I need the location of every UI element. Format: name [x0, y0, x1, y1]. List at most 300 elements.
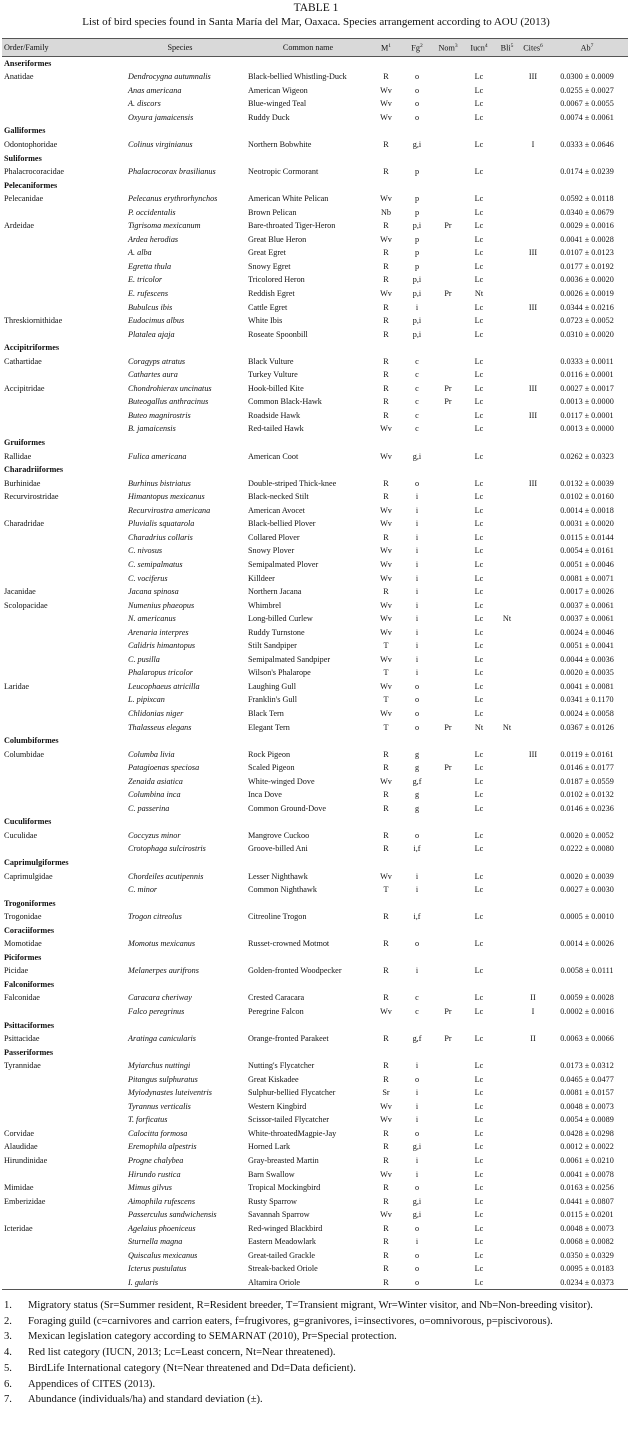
- iucn-cell: Lc: [474, 302, 484, 312]
- iucn-cell: Lc: [474, 708, 484, 718]
- cites-cell: [520, 1059, 546, 1073]
- species-cell: Pelecanus erythrorhynchos: [128, 194, 218, 204]
- abundance-cell: 0.0310 ± 0.0020: [560, 329, 614, 339]
- species-cell: Ardea herodias: [128, 234, 179, 244]
- foraging-cell: i: [415, 1101, 419, 1111]
- birdlife-cell: [494, 205, 520, 219]
- migratory-cell: R: [383, 316, 389, 326]
- iucn-cell: Lc: [474, 329, 484, 339]
- iucn-cell: Lc: [474, 993, 484, 1003]
- order-name: Galliformes: [4, 126, 46, 136]
- abundance-cell: 0.0036 ± 0.0020: [560, 275, 614, 285]
- iucn-cell: Lc: [474, 790, 484, 800]
- species-cell: C. passerina: [128, 803, 170, 813]
- family-cell: Anatidae: [4, 72, 34, 82]
- common-name-cell: Wilson's Phalarope: [248, 668, 311, 678]
- table-row: [2, 707, 628, 721]
- cites-cell: [520, 571, 546, 585]
- species-cell: Pitangus sulphuratus: [128, 1074, 198, 1084]
- iucn-cell: Lc: [474, 1061, 484, 1071]
- migratory-cell: Wv: [380, 559, 392, 569]
- common-name-cell: White-winged Dove: [248, 776, 315, 786]
- footnote-number: 5.: [4, 1362, 12, 1374]
- birdlife-cell: [494, 558, 520, 572]
- migratory-cell: R: [383, 763, 389, 773]
- abundance-cell: 0.0187 ± 0.0559: [560, 776, 614, 786]
- table-row: [2, 205, 628, 219]
- iucn-cell: Lc: [474, 248, 484, 258]
- cites-cell: III: [528, 302, 538, 312]
- species-cell: Columbina inca: [128, 790, 181, 800]
- order-row: [2, 978, 628, 992]
- abundance-cell: 0.0014 ± 0.0026: [560, 939, 614, 949]
- species-cell: C. semipalmatus: [128, 559, 183, 569]
- species-cell: C. pusilla: [128, 654, 160, 664]
- footnote-number: 7.: [4, 1394, 12, 1406]
- foraging-cell: o: [414, 1183, 420, 1193]
- nom-cell: [432, 680, 464, 694]
- birdlife-cell: [494, 1208, 520, 1222]
- iucn-cell: Lc: [474, 1088, 484, 1098]
- birdlife-cell: [494, 707, 520, 721]
- migratory-cell: Nb: [380, 207, 391, 217]
- foraging-cell: o: [414, 1128, 420, 1138]
- family-cell: Rallidae: [4, 451, 32, 461]
- species-cell: Oxyura jamaicensis: [128, 112, 194, 122]
- abundance-cell: 0.0068 ± 0.0082: [560, 1237, 614, 1247]
- foraging-cell: p: [414, 248, 420, 258]
- birdlife-cell: [494, 761, 520, 775]
- nom-cell: [432, 693, 464, 707]
- foraging-cell: g,i: [412, 1196, 422, 1206]
- birdlife-cell: [494, 598, 520, 612]
- migratory-cell: R: [383, 790, 389, 800]
- abundance-cell: 0.0017 ± 0.0026: [560, 587, 614, 597]
- foraging-cell: g: [414, 749, 420, 759]
- order-row: [2, 896, 628, 910]
- cites-cell: [520, 165, 546, 179]
- common-name-cell: Peregrine Falcon: [248, 1007, 304, 1016]
- cites-cell: [520, 869, 546, 883]
- species-cell: Icterus pustulatus: [128, 1264, 187, 1274]
- migratory-cell: T: [383, 641, 389, 651]
- nom-cell: [432, 598, 464, 612]
- cites-cell: III: [528, 410, 538, 420]
- iucn-cell: Lc: [474, 85, 484, 95]
- species-cell: A. alba: [128, 248, 152, 258]
- birdlife-cell: [494, 653, 520, 667]
- abundance-cell: 0.0146 ± 0.0177: [560, 763, 614, 773]
- nom-cell: [432, 802, 464, 816]
- common-name-cell: Ruddy Duck: [248, 112, 290, 122]
- species-cell: Hirundo rustica: [128, 1169, 181, 1179]
- family-cell: [2, 788, 114, 802]
- family-cell: Cathartidae: [4, 356, 42, 366]
- iucn-cell: Lc: [474, 600, 484, 610]
- family-cell: Scolopacidae: [4, 600, 48, 610]
- abundance-cell: 0.0255 ± 0.0027: [560, 85, 614, 95]
- cites-cell: [520, 1086, 546, 1100]
- nom-cell: [432, 991, 464, 1005]
- family-cell: [2, 571, 114, 585]
- foraging-cell: i: [415, 654, 419, 664]
- abundance-cell: 0.0115 ± 0.0144: [560, 532, 614, 542]
- nom-cell: [432, 571, 464, 585]
- nom-cell: [432, 354, 464, 368]
- nom-cell: [432, 1086, 464, 1100]
- iucn-cell: Lc: [474, 763, 484, 773]
- family-cell: Accipitridae: [4, 383, 45, 393]
- foraging-cell: i: [415, 966, 419, 976]
- cites-cell: [520, 1113, 546, 1127]
- family-cell: [2, 720, 114, 734]
- common-name-cell: Mangrove Cuckoo: [248, 830, 310, 840]
- family-cell: Caprimulgidae: [4, 871, 53, 881]
- common-name-cell: Laughing Gull: [248, 681, 296, 691]
- common-name-cell: Barn Swallow: [248, 1169, 295, 1179]
- common-name-cell: Lesser Nighthawk: [248, 871, 308, 881]
- common-name-cell: American Coot: [248, 451, 299, 461]
- table-row: [2, 1221, 628, 1235]
- table-row: [2, 1072, 628, 1086]
- iucn-cell: Lc: [474, 939, 484, 949]
- species-table: [2, 38, 628, 1290]
- species-cell: Mimus gilvus: [128, 1183, 172, 1193]
- order-name: Caprimulgiformes: [4, 857, 69, 867]
- foraging-cell: o: [414, 939, 420, 949]
- common-name-cell: Killdeer: [248, 573, 275, 583]
- abundance-cell: 0.0067 ± 0.0055: [560, 99, 614, 109]
- family-cell: [2, 233, 114, 247]
- common-name-cell: Neotropic Cormorant: [248, 167, 319, 177]
- cites-cell: [520, 84, 546, 98]
- iucn-cell: Lc: [474, 207, 484, 217]
- species-cell: Pluvialis squatarola: [128, 519, 195, 529]
- species-cell: Chlidonias niger: [128, 708, 184, 718]
- cites-cell: [520, 1208, 546, 1222]
- common-name-cell: Roseate Spoonbill: [248, 329, 308, 339]
- nom-cell: [432, 774, 464, 788]
- family-cell: [2, 1167, 114, 1181]
- cites-cell: [520, 585, 546, 599]
- nom-cell: [432, 517, 464, 531]
- cites-cell: [520, 761, 546, 775]
- footnote-number: 4.: [4, 1347, 12, 1359]
- cites-cell: [520, 693, 546, 707]
- foraging-cell: o: [414, 478, 420, 488]
- family-cell: Columbidae: [4, 749, 45, 759]
- table-row: [2, 314, 628, 328]
- iucn-cell: Lc: [474, 1183, 484, 1193]
- cites-cell: [520, 273, 546, 287]
- common-name-cell: Rock Pigeon: [248, 749, 291, 759]
- table-row: [2, 70, 628, 84]
- iucn-cell: Lc: [474, 1101, 484, 1111]
- birdlife-cell: [494, 1262, 520, 1276]
- table-row: [2, 639, 628, 653]
- family-cell: [2, 273, 114, 287]
- species-cell: A. discors: [128, 99, 161, 109]
- species-cell: C. nivosus: [128, 546, 163, 556]
- table-row: [2, 1249, 628, 1263]
- common-name-cell: Crested Caracara: [248, 993, 305, 1003]
- common-name-cell: Long-billed Curlew: [248, 614, 313, 624]
- common-name-cell: Red-tailed Hawk: [248, 424, 304, 434]
- migratory-cell: R: [383, 1250, 389, 1260]
- birdlife-cell: [494, 693, 520, 707]
- birdlife-cell: [494, 1140, 520, 1154]
- family-cell: [2, 842, 114, 856]
- migratory-cell: Wv: [380, 573, 392, 583]
- family-cell: [2, 612, 114, 626]
- common-name-cell: Russet-crowned Motmot: [248, 939, 330, 949]
- iucn-cell: Lc: [474, 261, 484, 271]
- species-cell: Momotus mexicanus: [128, 939, 196, 949]
- birdlife-cell: [494, 327, 520, 341]
- nom-cell: [432, 327, 464, 341]
- migratory-cell: R: [383, 803, 389, 813]
- foraging-cell: o: [414, 722, 420, 732]
- abundance-cell: 0.0041 ± 0.0078: [560, 1169, 614, 1179]
- nom-cell: [432, 1208, 464, 1222]
- footnote-item: [2, 1298, 628, 1314]
- cites-cell: [520, 422, 546, 436]
- common-name-cell: Hook-billed Kite: [248, 383, 304, 393]
- migratory-cell: R: [383, 302, 389, 312]
- species-cell: N. americanus: [128, 614, 176, 624]
- nom-cell: [432, 449, 464, 463]
- common-name-cell: American Wigeon: [248, 85, 308, 95]
- common-name-cell: Golden-fronted Woodpecker: [248, 966, 342, 976]
- nom-cell: [432, 504, 464, 518]
- family-cell: [2, 802, 114, 816]
- iucn-cell: Lc: [474, 654, 484, 664]
- table-row: [2, 395, 628, 409]
- iucn-cell: Lc: [474, 519, 484, 529]
- nom-cell: [432, 1167, 464, 1181]
- nom-cell: [432, 273, 464, 287]
- abundance-cell: 0.0146 ± 0.0236: [560, 803, 614, 813]
- family-cell: [2, 111, 114, 125]
- birdlife-cell: [494, 1005, 520, 1019]
- common-name-cell: Great-tailed Grackle: [248, 1250, 316, 1260]
- common-name-cell: White-throatedMagpie-Jay: [248, 1128, 337, 1138]
- common-name-cell: Snowy Plover: [248, 546, 295, 556]
- nom-cell: [432, 1181, 464, 1195]
- family-cell: [2, 368, 114, 382]
- birdlife-cell: [494, 1276, 520, 1290]
- nom-cell: [432, 625, 464, 639]
- family-cell: [2, 1262, 114, 1276]
- cites-cell: [520, 625, 546, 639]
- abundance-cell: 0.0107 ± 0.0123: [560, 248, 614, 258]
- common-name-cell: Roadside Hawk: [248, 410, 301, 420]
- common-name-cell: Ruddy Turnstone: [248, 627, 305, 637]
- table-row: [2, 693, 628, 707]
- family-cell: [2, 761, 114, 775]
- nom-cell: [432, 165, 464, 179]
- birdlife-cell: [494, 138, 520, 152]
- nom-cell: [432, 1113, 464, 1127]
- nom-cell: [432, 612, 464, 626]
- abundance-cell: 0.0048 ± 0.0073: [560, 1223, 614, 1233]
- abundance-cell: 0.0177 ± 0.0192: [560, 261, 614, 271]
- foraging-cell: g,i: [412, 1210, 422, 1220]
- species-cell: Aimophila rufescens: [128, 1196, 196, 1206]
- migratory-cell: Wv: [380, 234, 392, 244]
- family-cell: [2, 883, 114, 897]
- cites-cell: [520, 490, 546, 504]
- abundance-cell: 0.0020 ± 0.0052: [560, 830, 614, 840]
- foraging-cell: i: [415, 1088, 419, 1098]
- nom-cell: [432, 314, 464, 328]
- common-name-cell: Semipalmated Sandpiper: [248, 654, 331, 664]
- birdlife-cell: [494, 1194, 520, 1208]
- iucn-cell: Lc: [474, 871, 484, 881]
- foraging-cell: p,i: [412, 316, 422, 326]
- foraging-cell: i,f: [413, 912, 421, 922]
- species-cell: T. forficatus: [128, 1115, 168, 1125]
- common-name-cell: Tricolored Heron: [248, 275, 305, 285]
- table-row: [2, 666, 628, 680]
- cites-cell: [520, 788, 546, 802]
- foraging-cell: i: [415, 587, 419, 597]
- birdlife-cell: [494, 544, 520, 558]
- abundance-cell: 0.0262 ± 0.0323: [560, 451, 614, 461]
- nom-cell: [432, 138, 464, 152]
- nom-cell: [432, 531, 464, 545]
- abundance-cell: 0.0116 ± 0.0001: [560, 370, 614, 380]
- footnote-item: [2, 1361, 628, 1377]
- birdlife-cell: [494, 571, 520, 585]
- nom-cell: Pr: [444, 763, 452, 773]
- nom-cell: [432, 964, 464, 978]
- migratory-cell: Wv: [380, 1007, 392, 1016]
- species-cell: Charadrius collaris: [128, 532, 193, 542]
- iucn-cell: Lc: [474, 356, 484, 366]
- birdlife-cell: [494, 585, 520, 599]
- cites-cell: [520, 531, 546, 545]
- migratory-cell: Wv: [380, 871, 392, 881]
- cites-cell: [520, 1181, 546, 1195]
- foraging-cell: g: [414, 763, 420, 773]
- family-cell: [2, 422, 114, 436]
- migratory-cell: R: [383, 830, 389, 840]
- nom-cell: [432, 585, 464, 599]
- cites-cell: [520, 192, 546, 206]
- cites-cell: [520, 720, 546, 734]
- table-row: [2, 1235, 628, 1249]
- table-row: [2, 774, 628, 788]
- birdlife-cell: [494, 1100, 520, 1114]
- foraging-cell: i,f: [413, 844, 421, 854]
- common-name-cell: Groove-billed Ani: [248, 844, 308, 854]
- abundance-cell: 0.0163 ± 0.0256: [560, 1183, 614, 1193]
- family-cell: [2, 1100, 114, 1114]
- birdlife-cell: [494, 531, 520, 545]
- family-cell: [2, 504, 114, 518]
- birdlife-cell: [494, 476, 520, 490]
- iucn-cell: Lc: [474, 492, 484, 502]
- migratory-cell: Wv: [380, 1101, 392, 1111]
- cites-cell: II: [530, 993, 536, 1003]
- common-name-cell: Citreoline Trogon: [248, 912, 307, 922]
- birdlife-cell: [494, 165, 520, 179]
- abundance-cell: 0.0174 ± 0.0239: [560, 167, 614, 177]
- family-cell: Alaudidae: [4, 1142, 38, 1152]
- foraging-cell: i: [415, 546, 419, 556]
- family-cell: Corvidae: [4, 1128, 35, 1138]
- species-cell: Dendrocygna autumnalis: [128, 72, 211, 82]
- nom-cell: [432, 639, 464, 653]
- family-cell: [2, 300, 114, 314]
- table-row: [2, 910, 628, 924]
- family-cell: [2, 625, 114, 639]
- abundance-cell: 0.0074 ± 0.0061: [560, 112, 614, 122]
- common-name-cell: Franklin's Gull: [248, 695, 298, 705]
- birdlife-cell: Nt: [502, 614, 512, 624]
- common-name-cell: Black-bellied Plover: [248, 519, 316, 529]
- abundance-cell: 0.0031 ± 0.0020: [560, 519, 614, 529]
- common-name-cell: Red-winged Blackbird: [248, 1223, 323, 1233]
- birdlife-cell: [494, 1086, 520, 1100]
- abundance-cell: 0.0428 ± 0.0298: [560, 1128, 614, 1138]
- birdlife-cell: [494, 964, 520, 978]
- order-name: Coraciiformes: [4, 925, 55, 935]
- migratory-cell: Wv: [380, 614, 392, 624]
- species-cell: I. gularis: [114, 1276, 246, 1290]
- table-row: [2, 287, 628, 301]
- footnote-number: 6.: [4, 1378, 12, 1390]
- common-name-cell: Cattle Egret: [248, 302, 288, 312]
- abundance-cell: 0.0333 ± 0.0011: [560, 356, 614, 366]
- iucn-cell: Lc: [474, 776, 484, 786]
- birdlife-cell: [494, 314, 520, 328]
- migratory-cell: Wv: [380, 194, 392, 204]
- family-cell: [2, 97, 114, 111]
- iucn-cell: Lc: [474, 1210, 484, 1220]
- birdlife-cell: [494, 490, 520, 504]
- foraging-cell: p: [414, 234, 420, 244]
- nom-cell: [432, 544, 464, 558]
- order-row: [2, 341, 628, 355]
- family-cell: Hirundinidae: [4, 1156, 48, 1166]
- species-cell: Calocitta formosa: [128, 1128, 188, 1138]
- birdlife-cell: [494, 1059, 520, 1073]
- migratory-cell: R: [383, 72, 389, 82]
- nom-cell: [432, 1249, 464, 1263]
- nom-cell: [432, 842, 464, 856]
- cites-cell: III: [528, 383, 538, 393]
- nom-cell: [432, 476, 464, 490]
- common-name-cell: Gray-breasted Martin: [248, 1156, 319, 1166]
- nom-cell: [432, 869, 464, 883]
- cites-cell: I: [531, 1007, 535, 1016]
- species-cell: Burhinus bistriatus: [128, 478, 191, 488]
- header-order-family: Order/Family: [2, 39, 114, 57]
- cites-cell: [520, 910, 546, 924]
- abundance-cell: 0.0048 ± 0.0073: [560, 1101, 614, 1111]
- common-name-cell: Double-striped Thick-knee: [248, 478, 337, 488]
- species-cell: Passerculus sandwichensis: [128, 1210, 217, 1220]
- cites-cell: [520, 707, 546, 721]
- family-cell: Momotidae: [4, 939, 42, 949]
- order-name: Piciformes: [4, 952, 42, 962]
- abundance-cell: 0.0044 ± 0.0036: [560, 654, 614, 664]
- abundance-cell: 0.0344 ± 0.0216: [560, 302, 614, 312]
- abundance-cell: 0.0059 ± 0.0028: [560, 993, 614, 1003]
- family-cell: Trogonidae: [4, 912, 42, 922]
